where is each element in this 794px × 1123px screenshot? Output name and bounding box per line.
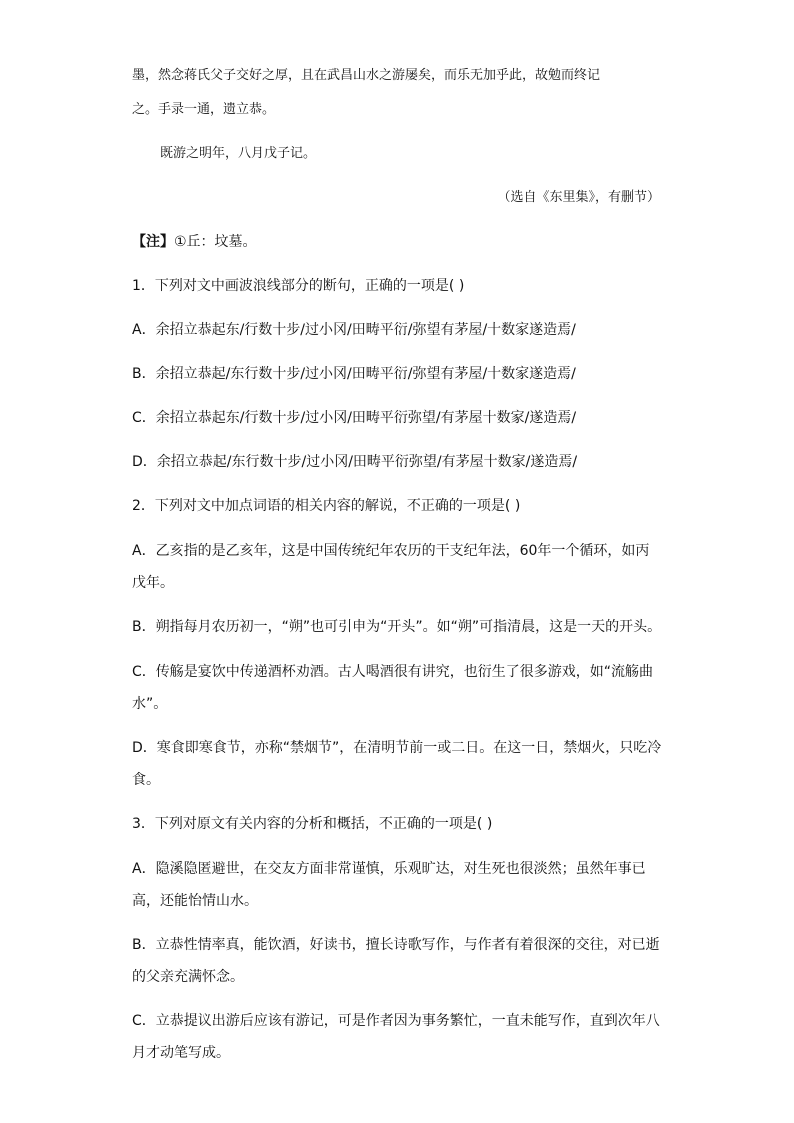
question-3-option-b-line-1: B．立恭性情率真，能饮酒，好读书，擅长诗歌写作，与作者有着很深的交往，对已逝 xyxy=(132,937,660,953)
annotation-note xyxy=(132,232,257,252)
question-2-stem: 2．下列对文中加点词语的相关内容的解说，不正确的一项是( ) xyxy=(132,498,521,514)
question-2-option-c-line-2: 水”。 xyxy=(132,696,168,712)
question-3-option-b-line-2: 的父亲充满怀念。 xyxy=(132,969,244,985)
question-1-option-b: B．余招立恭起/东行数十步/过小冈/田畴平衍/弥望有茅屋/十数家遂造焉/ xyxy=(132,366,576,382)
passage-date-line: 既游之明年，八月戊子记。 xyxy=(160,146,317,161)
question-2-option-a-line-2: 戊年。 xyxy=(132,575,174,591)
question-3-option-c-line-1: C．立恭提议出游后应该有游记，可是作者因为事务繁忙，一直未能写作，直到次年八 xyxy=(132,1013,660,1029)
passage-line-2: 之。手录一通，遗立恭。 xyxy=(132,102,276,117)
question-3-option-c-line-2: 月才动笔写成。 xyxy=(132,1045,230,1061)
question-1-option-d: D．余招立恭起/东行数十步/过小冈/田畴平衍弥望/有茅屋十数家/遂造焉/ xyxy=(132,454,578,470)
note-label: 【注】 xyxy=(132,234,174,250)
question-1-option-c: C．余招立恭起东/行数十步/过小冈/田畴平衍弥望/有茅屋十数家/遂造焉/ xyxy=(132,410,577,426)
passage-line-1: 墨，然念蒋氏父子交好之厚，且在武昌山水之游屡矣，而乐无加乎此，故勉而终记 xyxy=(132,68,601,83)
question-2-option-d-line-2: 食。 xyxy=(132,772,160,788)
question-3-option-a-line-1: A．隐溪隐匿避世，在交友方面非常谨慎，乐观旷达，对生死也很淡然；虽然年事已 xyxy=(132,861,646,877)
question-2-option-c-line-1: C．传觞是宴饮中传递酒杯劝酒。古人喝酒很有讲究，也衍生了很多游戏，如“流觞曲 xyxy=(132,664,654,680)
question-3-stem: 3．下列对原文有关内容的分析和概括，不正确的一项是( ) xyxy=(132,816,493,832)
question-1-stem: 1．下列对文中画波浪线部分的断句，正确的一项是( ) xyxy=(132,278,465,294)
question-2-option-d-line-1: D．寒食即寒食节，亦称“禁烟节”，在清明节前一或二日。在这一日，禁烟火，只吃冷 xyxy=(132,740,662,756)
note-text: ①丘：坟墓。 xyxy=(174,234,257,250)
question-2-option-a-line-1: A．乙亥指的是乙亥年，这是中国传统纪年农历的干支纪年法，60年一个循环，如丙 xyxy=(132,543,650,559)
question-2-option-b: B．朔指每月农历初一，“朔”也可引申为“开头”。如“朔”可指清晨，这是一天的开头。 xyxy=(132,619,662,635)
question-1-option-a: A．余招立恭起东/行数十步/过小冈/田畴平衍/弥望有茅屋/十数家遂造焉/ xyxy=(132,322,576,338)
source-citation: （选自《东里集》，有删节） xyxy=(497,190,660,205)
question-3-option-a-line-2: 高，还能怡情山水。 xyxy=(132,893,258,909)
